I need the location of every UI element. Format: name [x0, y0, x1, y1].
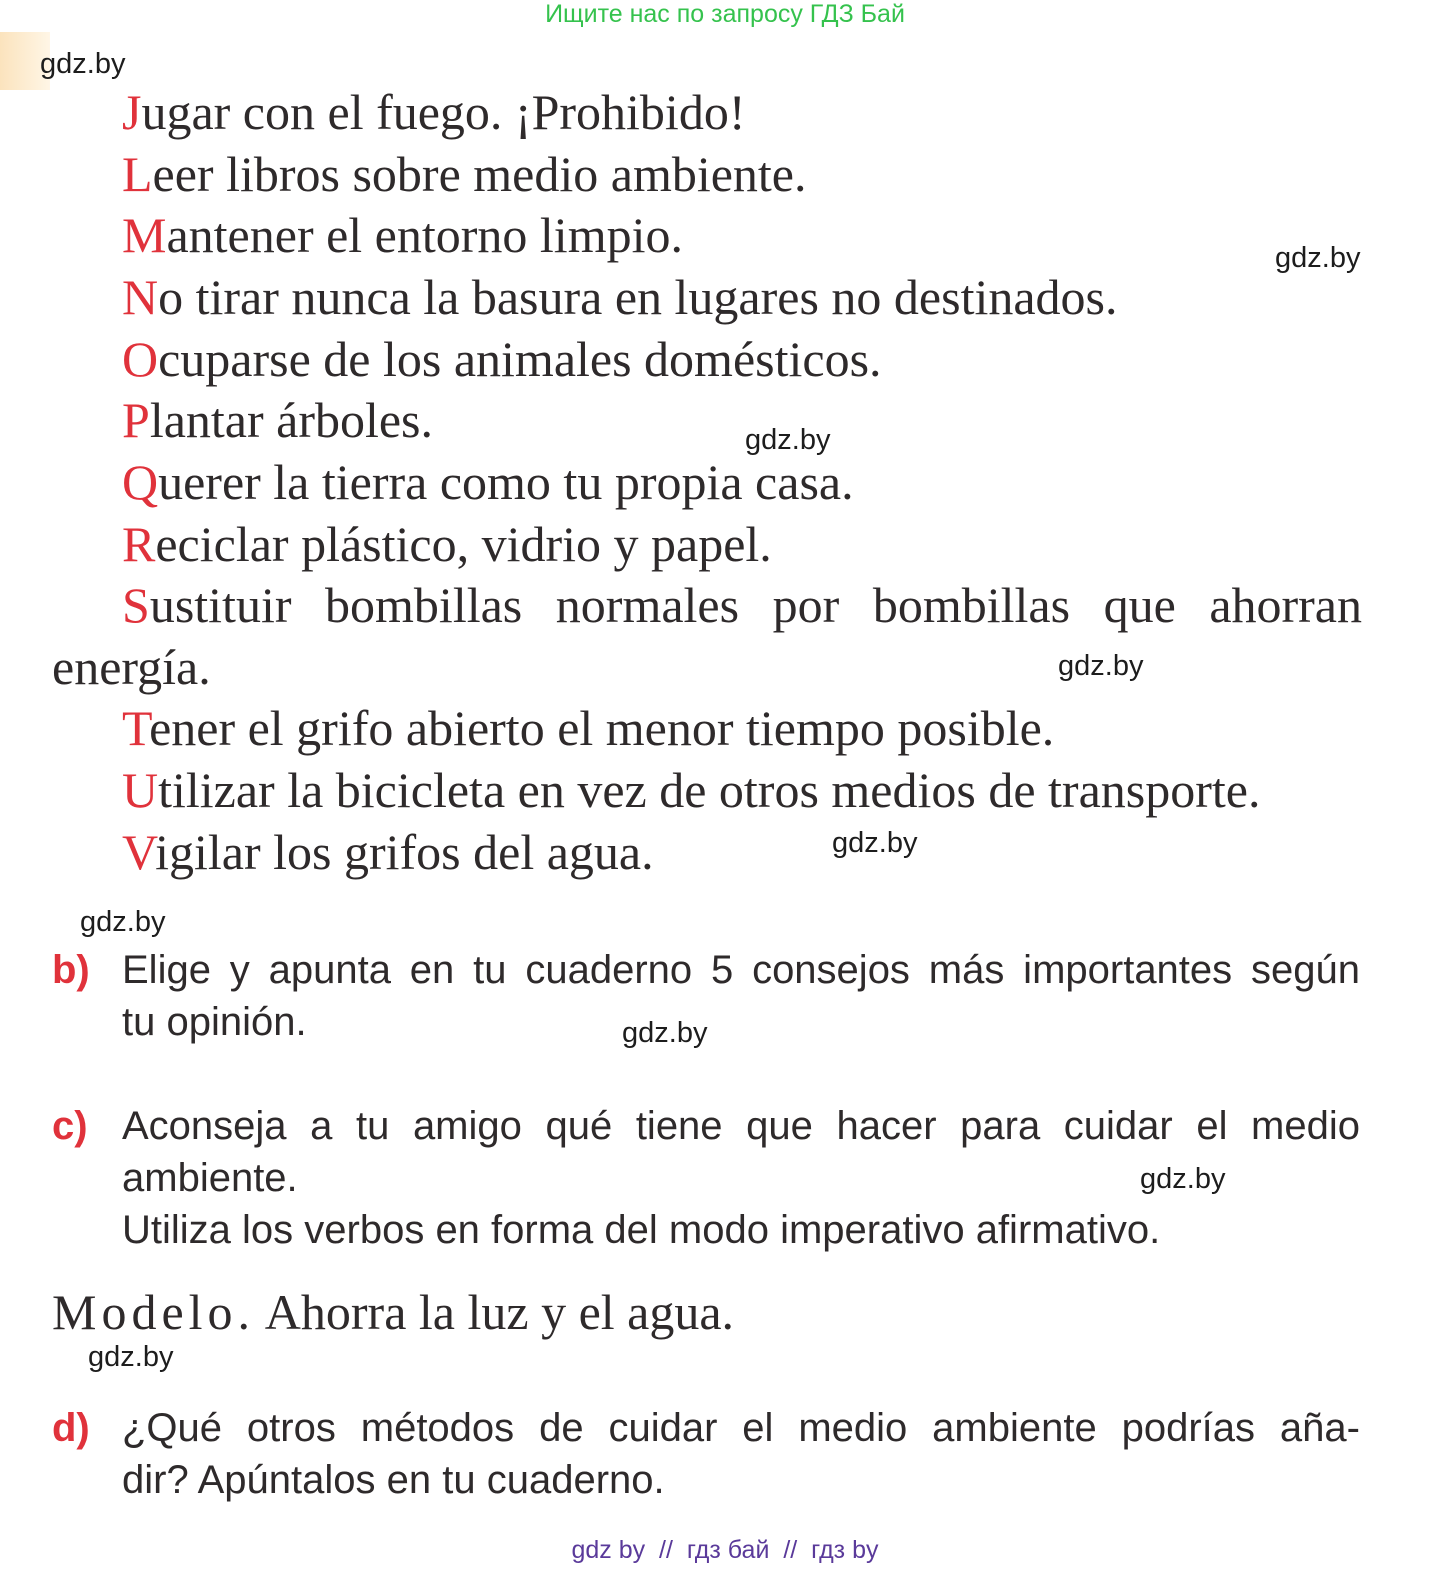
advice-line-t [122, 700, 1054, 756]
advice-line-o [122, 331, 882, 387]
task-b-line: tu opinión. [122, 1000, 307, 1044]
advice-text: eciclar plástico, vidrio y papel. [155, 516, 772, 572]
advice-text: ustituir bombillas normales por bombillas que ahorran [149, 577, 1362, 633]
watermark: gdz.by [40, 48, 126, 80]
task-b-letter: b) [52, 948, 90, 992]
task-c-line: ambiente. [122, 1156, 298, 1200]
watermark: gdz.by [1140, 1163, 1226, 1195]
footer-links[interactable]: gdz by // гдз бай // гдз by [571, 1536, 879, 1564]
task-b-text [122, 944, 1360, 1048]
advice-text: eer libros sobre medio ambiente. [152, 146, 807, 202]
task-b-line: Elige y apunta en tu cuaderno 5 consejos más importantes según [122, 948, 1360, 992]
task-d-letter: d) [52, 1406, 90, 1450]
task-c-line: Utiliza los verbos en forma del modo imperativo afirmativo. [122, 1208, 1161, 1252]
advice-text: ener el grifo abierto el menor tiempo posible. [149, 700, 1055, 756]
advice-line-s [122, 577, 1362, 633]
advice-text: igilar los grifos del agua. [155, 824, 654, 880]
initial-letter: V [122, 824, 156, 880]
modelo-label: Modelo. [52, 1284, 256, 1340]
advice-text: antener el entorno limpio. [166, 207, 683, 263]
initial-letter: M [122, 207, 167, 263]
advice-line-n [122, 269, 1118, 325]
initial-letter: U [122, 762, 159, 818]
watermark: gdz.by [88, 1341, 174, 1373]
watermark: gdz.by [745, 424, 831, 456]
advice-text: lantar árboles. [149, 392, 434, 448]
modelo-text: Ahorra la luz y el agua. [264, 1284, 735, 1340]
advice-line-l [122, 146, 807, 202]
advice-line-s-continued: energía. [52, 639, 211, 695]
advice-line-j [122, 84, 745, 140]
initial-letter: L [122, 146, 153, 202]
watermark: gdz.by [622, 1017, 708, 1049]
advice-line-v [122, 824, 654, 880]
initial-letter: T [122, 700, 150, 756]
initial-letter: O [122, 331, 159, 387]
initial-letter: J [122, 84, 142, 140]
task-c-line: Aconseja a tu amigo qué tiene que hacer para cuidar el medio [122, 1104, 1360, 1148]
initial-letter: S [122, 577, 150, 633]
advice-text: uerer la tierra como tu propia casa. [158, 454, 854, 510]
advice-line-m [122, 207, 683, 263]
initial-letter: P [122, 392, 150, 448]
watermark: gdz.by [1058, 650, 1144, 682]
task-c-letter: c) [52, 1104, 88, 1148]
top-banner[interactable]: Ищите нас по запросу ГДЗ Бай [545, 0, 905, 28]
advice-text: cuparse de los animales domésticos. [158, 331, 882, 387]
advice-line-p [122, 392, 433, 448]
task-d-line: dir? Apúntalos en tu cuaderno. [122, 1458, 665, 1502]
initial-letter: N [122, 269, 159, 325]
modelo-example [52, 1284, 734, 1340]
task-d-text [122, 1402, 1360, 1506]
watermark: gdz.by [832, 827, 918, 859]
advice-text: tilizar la bicicleta en vez de otros medios de transporte. [158, 762, 1261, 818]
advice-line-r [122, 516, 772, 572]
watermark: gdz.by [80, 906, 166, 938]
advice-text: ugar con el fuego. ¡Prohibido! [141, 84, 746, 140]
initial-letter: Q [122, 454, 159, 510]
task-c-text [122, 1100, 1360, 1256]
advice-text: o tirar nunca la basura en lugares no destinados. [158, 269, 1118, 325]
task-d-line: ¿Qué otros métodos de cuidar el medio ambiente podrías aña- [122, 1406, 1360, 1450]
initial-letter: R [122, 516, 156, 572]
advice-line-u [122, 762, 1260, 818]
advice-line-q [122, 454, 854, 510]
watermark: gdz.by [1275, 242, 1361, 274]
